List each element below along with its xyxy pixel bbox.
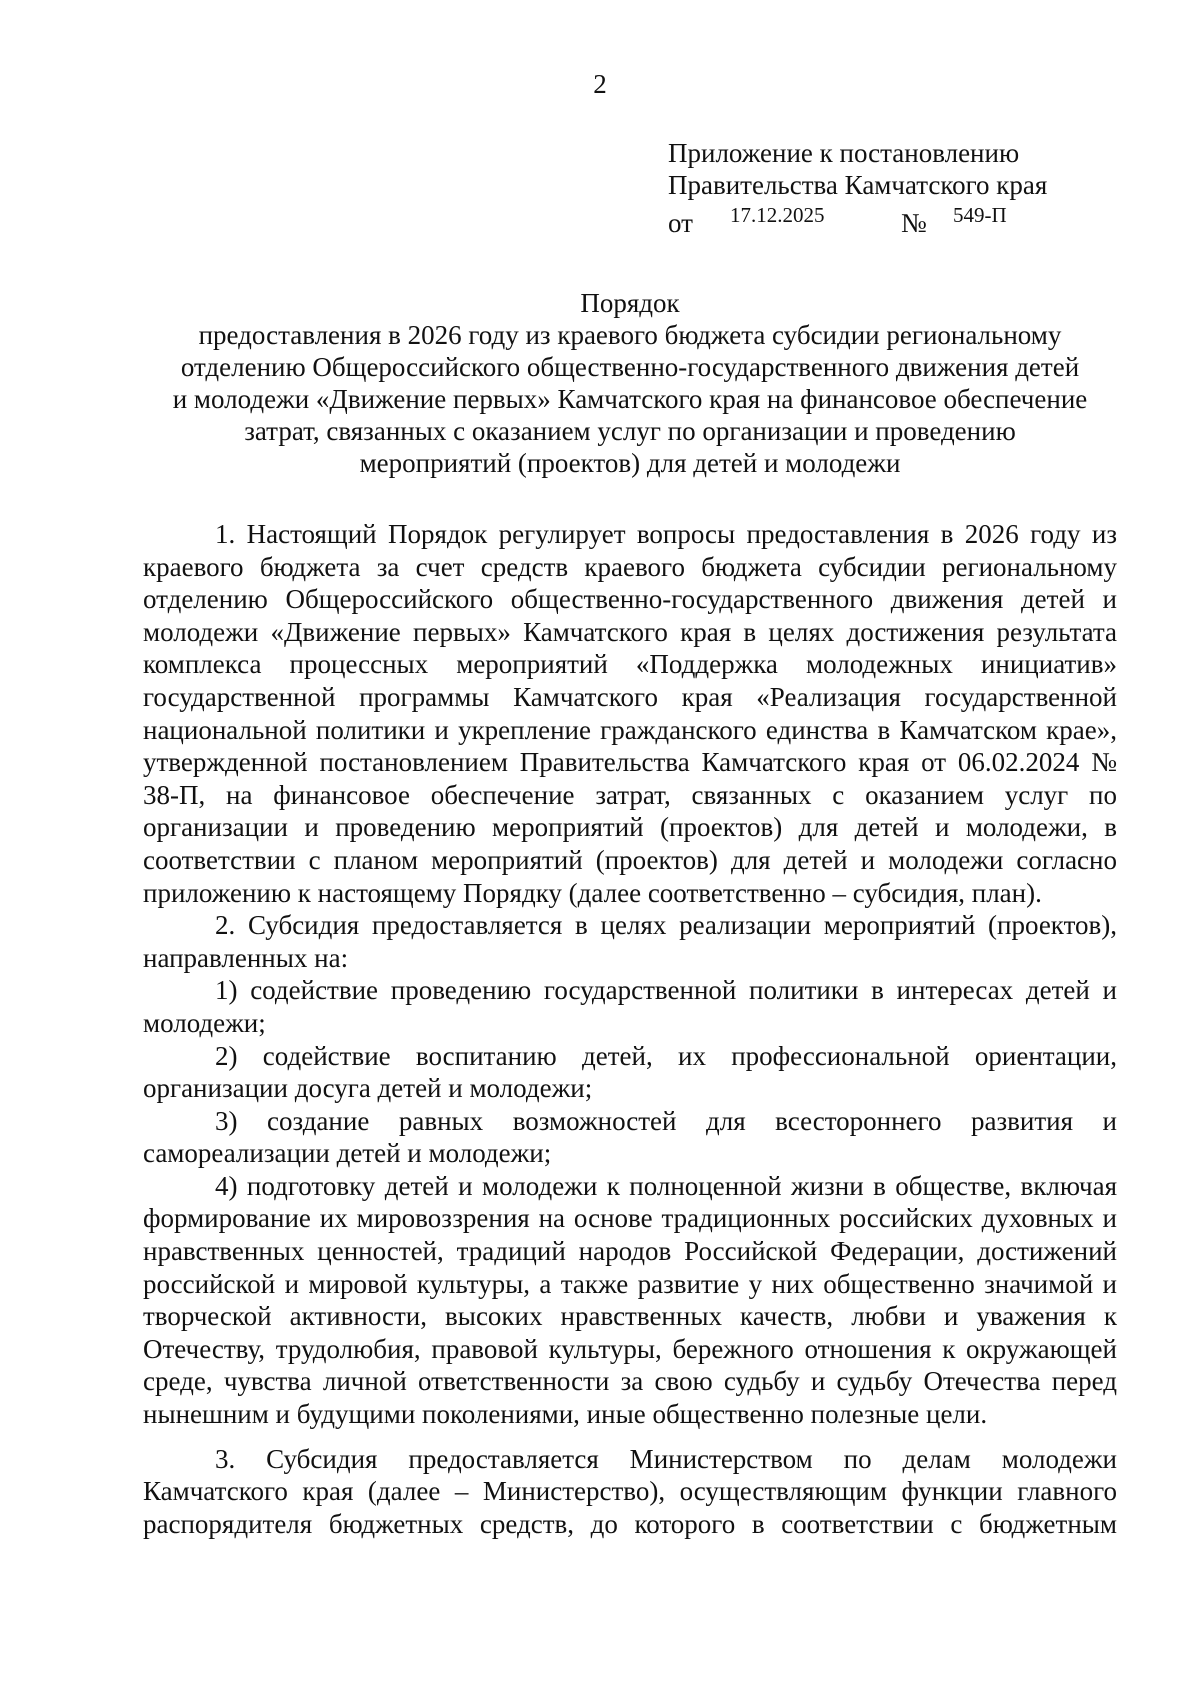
resolution-date: 17.12.2025 bbox=[730, 203, 825, 227]
list-item-4: 4) подготовку детей и молодежи к полноценной жизни в обществе, включая формирование их мировоззрения на основе традиционных российских духовных и нравственных ценностей, традиций народов Российской Федерации, достижений российской и мировой культуры, а также развитие у них общественно значимой и творческой активности, высоких нравственных качеств, любви и уважения к Отечеству, трудолюбия, правовой культуры, бережного отношения к окружающей среде, чувства личной ответственности за свою судьбу и судьбу Отечества перед нынешним и будущими поколениями, иные общественно полезные цели. bbox=[143, 1170, 1117, 1430]
title-line-5: мероприятий (проектов) для детей и молодежи bbox=[359, 448, 901, 478]
list-item-1: 1) содействие проведению государственной политики в интересах детей и молодежи; bbox=[143, 975, 1117, 1038]
appendix-line-2: Правительства Камчатского края bbox=[668, 170, 1048, 200]
paragraph-2: 2. Субсидия предоставляется в целях реализации мероприятий (проектов), направленных на: bbox=[143, 910, 1117, 973]
paragraph-1: 1. Настоящий Порядок регулирует вопросы предоставления в 2026 году из краевого бюджета за счет средств краевого бюджета субсидии региональному отделению Общероссийского общественно-государственного движения детей и молодежи «Движение первых» Камчатского края в целях достижения результата комплекса процессных мероприятий «Поддержка молодежных инициатив» государственной программы Камчатского края «Реализация государственной национальной политики и укрепление гражданского единства в Камчатском крае», утвержденной постановлением Правительства Камчатского края от 06.02.2024 № 38-П, на финансовое обеспечение затрат, связанных с оказанием услуг по организации и проведению мероприятий (проектов) для детей и молодежи, в соответствии с планом мероприятий (проектов) для детей и молодежи согласно приложению к настоящему Порядку (далее соответственно – субсидия, план). bbox=[143, 519, 1117, 908]
title-heading: Порядок bbox=[580, 288, 680, 318]
page-number: 2 bbox=[593, 69, 607, 99]
appendix-line-1: Приложение к постановлению bbox=[668, 138, 1020, 168]
resolution-number: 549-П bbox=[953, 203, 1007, 227]
document-body bbox=[143, 518, 1117, 1540]
list-item-2: 2) содействие воспитанию детей, их профессиональной ориентации, организации досуга детей и молодежи; bbox=[143, 1040, 1117, 1104]
title-line-1: предоставления в 2026 году из краевого бюджета субсидии региональному bbox=[198, 320, 1062, 350]
document-title bbox=[140, 287, 1120, 479]
from-label: от bbox=[668, 208, 693, 238]
title-line-2: отделению Общероссийского общественно-государственного движения детей bbox=[180, 352, 1080, 382]
appendix-header bbox=[668, 137, 1048, 238]
appendix-date-row bbox=[668, 201, 1047, 238]
title-line-3: и молодежи «Движение первых» Камчатского края на финансовое обеспечение bbox=[172, 384, 1088, 414]
title-line-4: затрат, связанных с оказанием услуг по организации и проведению bbox=[244, 416, 1016, 446]
list-item-3: 3) создание равных возможностей для всестороннего развития и самореализации детей и молодежи; bbox=[143, 1105, 1117, 1169]
number-sign: № bbox=[901, 208, 927, 238]
paragraph-3: 3. Субсидия предоставляется Министерством по делам молодежи Камчатского края (далее – Министерство), осуществляющим функции главного распорядителя бюджетных средств, до которого в соответствии с бюджетным bbox=[143, 1443, 1117, 1539]
